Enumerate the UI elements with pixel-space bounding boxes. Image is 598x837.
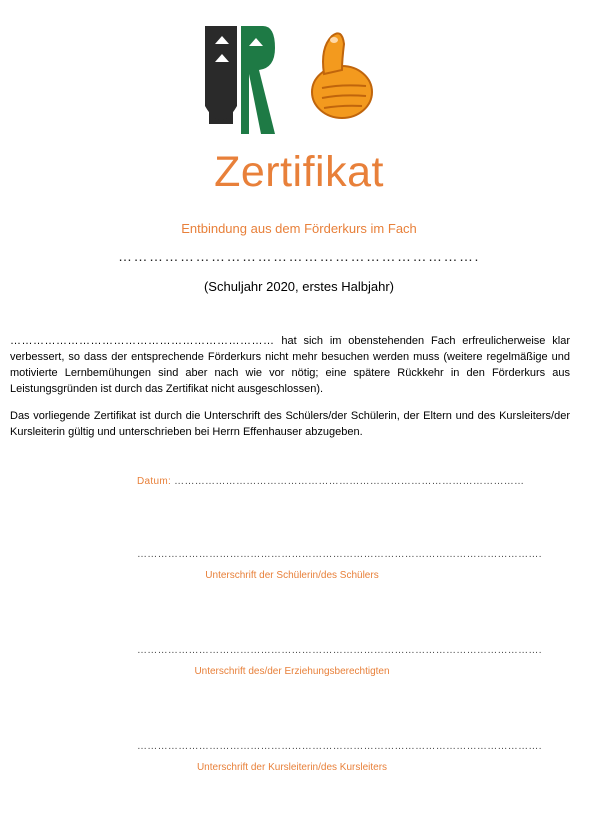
school-year: (Schuljahr 2020, erstes Halbjahr)	[203, 279, 395, 294]
teacher-signature-line: ……………………………………………………………………………………………………….	[137, 741, 542, 752]
teacher-signature-block	[137, 741, 542, 773]
student-signature-line: ……………………………………………………………………………………………………….	[137, 549, 542, 560]
school-logo-icon	[205, 26, 275, 134]
guardian-signature-label: Unterschrift des/der Erziehungsberechtigten	[194, 666, 390, 677]
date-field	[137, 476, 525, 487]
paragraph-improvement-text: hat sich im obenstehenden Fach erfreulicherweise klar verbessert, so dass der entsprechende Förderkurs nicht mehr besuchen werden muss (weitere regelmäßige und motivierte Lernbemühungen sind aber nach wie vor nötig; eine spätere Rückkehr in den Förderkurs aus Leistungsgründen ist durch das Zertifikat nicht ausgeschlossen).	[10, 335, 570, 395]
teacher-signature-label: Unterschrift der Kursleiterin/des Kursleiters	[196, 762, 388, 773]
student-signature-block	[137, 549, 542, 581]
paragraph-improvement	[10, 333, 570, 397]
date-label: Datum:	[137, 476, 172, 487]
subtitle: Entbindung aus dem Förderkurs im Fach	[181, 221, 417, 236]
guardian-signature-block	[137, 645, 542, 677]
subject-blank-line: …………………………………………………………….	[118, 248, 480, 264]
paragraph-validity: Das vorliegende Zertifikat ist durch die Unterschrift des Schülers/der Schülerin, der Eltern und des Kursleiters/der Kursleiterin gültig und unterschrieben bei Herrn Effenhauser abzugeben.	[10, 410, 570, 438]
student-name-blank: ……………………………………………………………	[10, 335, 275, 347]
page-title: Zertifikat	[214, 148, 384, 196]
student-signature-label: Unterschrift der Schülerin/des Schülers	[205, 570, 379, 581]
date-blank: …………………………………………………………………………………………	[174, 476, 525, 487]
thumbs-up-icon	[302, 30, 374, 122]
guardian-signature-line: ……………………………………………………………………………………………………….	[137, 645, 542, 656]
